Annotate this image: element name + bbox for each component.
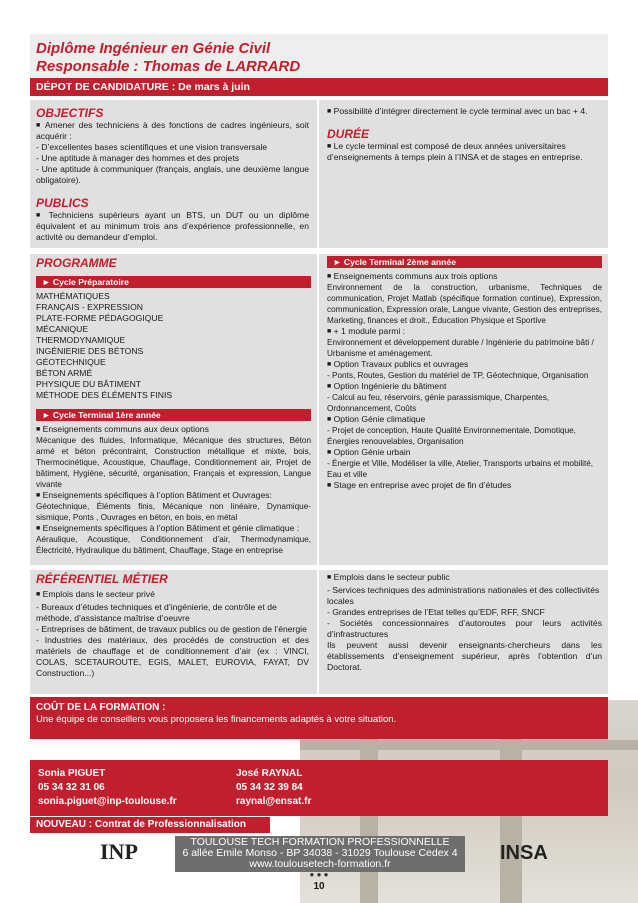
- referentiel-right: - Services techniques des administrations nationales et des collectivités locales: [327, 585, 600, 606]
- cycle-2-block: ■ Option Travaux publics et ouvrages: [327, 359, 469, 369]
- social-icons: [286, 870, 352, 880]
- cout-title: COÛT DE LA FORMATION :: [36, 702, 166, 713]
- cycle-1-block: Aéraulique, Acoustique, Conditionnement d’air, Thermodynamique, Électricité, Hydraulique du bâtiment, Chauffage, Stage en entreprise: [36, 535, 311, 555]
- referentiel-left: - Bureaux d’études techniques et d’ingénierie, de contrôle et de méthode, d’assistance maîtrise d’oeuvre: [36, 602, 277, 623]
- list-item: FRANÇAIS - EXPRESSION: [36, 302, 143, 312]
- social-icon[interactable]: ●: [309, 870, 315, 879]
- contact-name: José RAYNAL: [236, 768, 303, 779]
- cycle-2-block: ■ Option Génie climatique: [327, 414, 426, 424]
- referentiel-title: RÉFÉRENTIEL MÉTIER: [36, 572, 168, 586]
- list-item: MÉCANIQUE: [36, 324, 89, 334]
- objectifs-line: - Une aptitude à communiquer (français, anglais, une deuxième langue obligatoire).: [36, 164, 309, 185]
- nouveau-banner: NOUVEAU : Contrat de Professionnalisation: [30, 817, 270, 833]
- referentiel-right: Ils peuvent aussi devenir enseignants-chercheurs dans les établissements d’enseignement supérieur, après l’obtention d’un Doctorat.: [327, 640, 602, 672]
- list-item: MATHÉMATIQUES: [36, 291, 110, 301]
- programme-title: PROGRAMME: [36, 256, 117, 270]
- cycle-2-block: ■ Enseignements communs aux trois options: [327, 271, 498, 281]
- cycle-2-block: ■ Option Génie urbain: [327, 447, 411, 457]
- referentiel-section: [30, 570, 608, 694]
- contact-phone: 05 34 32 39 84: [236, 782, 303, 793]
- cycle-1-block: Géotechnique, Éléments finis, Mécanique non linéaire, Dynamique-sismique, Ponts , Ouvrages en béton, en bois, en métal: [36, 502, 311, 522]
- list-item: PHYSIQUE DU BÂTIMENT: [36, 379, 142, 389]
- cycle-1-label: ► Cycle Terminal 1ère année: [36, 409, 311, 421]
- org-web[interactable]: www.toulousetech-formation.fr: [249, 858, 391, 870]
- objectifs-title: OBJECTIFS: [36, 106, 104, 120]
- responsable: Responsable : Thomas de LARRARD: [36, 58, 301, 75]
- referentiel-left: - Industries des matériaux, des procédés de construction et des matériels de chauffage et de conditionnement d’air (ex : VINCI, COLAS, SCETAUROUTE, EGIS, MALET, EUROVIA, FAYAT, DV Construction...): [36, 635, 309, 678]
- social-icon[interactable]: ●: [323, 870, 329, 879]
- referentiel-right: - Grandes entreprises de l’Etat telles qu’EDF, RFF, SNCF: [327, 607, 545, 617]
- cycle-2-block: ■ + 1 module parmi :: [327, 326, 406, 336]
- objectifs-right: ■ Possibilité d’intégrer directement le cycle terminal avec un bac + 4.: [327, 106, 588, 116]
- objectifs-line: - D’excellentes bases scientifiques et une vision transversale: [36, 142, 268, 152]
- cout-section: [30, 697, 608, 739]
- cycle-2-block: Environnement de la construction, urbanisme, Techniques de communication, Projet Matlab (spécifique formation continue), Expression, communication, Expression orale, Langue vivante, Gestion des entreprises, Marketing, finances et droit., Éducation Physique et Sportive: [327, 283, 602, 325]
- cycle-2-block: ■ Option Ingénierie du bâtiment: [327, 381, 447, 391]
- duree-title: DURÉE: [327, 127, 370, 141]
- cout-text: Une équipe de conseillers vous proposera les financements adaptés à votre situation.: [36, 714, 397, 725]
- header: [30, 34, 608, 78]
- objectifs-section: [30, 100, 608, 248]
- social-icon[interactable]: ●: [316, 870, 322, 879]
- cycle-2-block: - Calcul au feu, réservoirs, génie parassismique, Charpentes, Ordonnancement, Coûts: [327, 393, 550, 413]
- cycle-2-block: ■ Stage en entreprise avec projet de fin d’études: [327, 480, 512, 490]
- cycle-1-block: ■ Enseignements communs aux deux options: [36, 424, 209, 434]
- referentiel-left: ■ Emplois dans le secteur privé: [36, 589, 155, 599]
- org-address: 6 allée Emile Monso - BP 34038 - 31029 Toulouse Cedex 4: [182, 847, 458, 859]
- contact-2: [236, 767, 311, 809]
- list-item: MÉTHODE DES ÉLÉMENTS FINIS: [36, 390, 173, 400]
- publics-title: PUBLICS: [36, 196, 89, 210]
- publics-text: ■ Techniciens supérieurs ayant un BTS, un DUT ou un diplôme équivalent et au minimum trois ans d’expérience professionnelle, en activité ou demandeur d’emploi.: [36, 210, 309, 242]
- contact-phone: 05 34 32 31 06: [38, 782, 105, 793]
- contact-email[interactable]: raynal@ensat.fr: [236, 796, 312, 807]
- contact-1: [38, 767, 177, 809]
- page-title: Diplôme Ingénieur en Génie Civil: [36, 40, 271, 57]
- programme-section: [30, 254, 608, 565]
- inp-logo: INP: [100, 839, 138, 864]
- objectifs-line: - Une aptitude à manager des hommes et des projets: [36, 153, 240, 163]
- duree-text: ■ Le cycle terminal est composé de deux années universitaires d’enseignements à temps plein à l’INSA et de stages en entreprise.: [327, 141, 583, 162]
- cycle-2-block: - Projet de conception, Haute Qualité Environnementale, Domotique, Énergies renouvelables, Organisation: [327, 426, 576, 446]
- depot-bar: DÉPOT DE CANDIDATURE : De mars à juin: [30, 78, 608, 96]
- cycle-prep-list: [36, 291, 311, 401]
- list-item: PLATE-FORME PÉDAGOGIQUE: [36, 313, 164, 323]
- cycle-1-block: Mécanique des fluides, Informatique, Mécanique des structures, Béton armé et béton précontraint, Construction métallique et mixte, bois, Thermocinétique, Acoustique, Chauffage, Conditionnement air, Projet de bâtiment, Hygiène, sécurité, organisation, Français et expression, Langue vivante: [36, 436, 311, 489]
- cycle-1-block: ■ Enseignements spécifiques à l’option Bâtiment et génie climatique :: [36, 523, 300, 533]
- cycle-2-block: - Énergie et Ville, Modéliser la ville, Atelier, Transports urbains et mobilité, Eau et ville: [327, 459, 594, 479]
- page-number: 10: [313, 881, 325, 892]
- list-item: BÉTON ARMÉ: [36, 368, 93, 378]
- referentiel-right: - Sociétés concessionnaires d’autoroutes pour leurs activités d’infrastructures: [327, 618, 602, 639]
- contact-name: Sonia PIGUET: [38, 768, 106, 779]
- document-page: [30, 34, 608, 754]
- org-name: TOULOUSE TECH FORMATION PROFESSIONNELLE: [190, 836, 450, 848]
- cycle-prep-label: ► Cycle Préparatoire: [36, 276, 311, 288]
- insa-logo: INSA: [500, 842, 548, 864]
- cycle-2-block: - Ponts, Routes, Gestion du matériel de TP, Géotechnique, Organisation: [327, 371, 589, 380]
- referentiel-right: ■ Emplois dans le secteur public: [327, 572, 450, 582]
- contact-email[interactable]: sonia.piguet@inp-toulouse.fr: [38, 796, 177, 807]
- list-item: GÉOTECHNIQUE: [36, 357, 106, 367]
- referentiel-left: - Entreprises de bâtiment, de travaux publics ou de gestion de l’énergie: [36, 624, 307, 634]
- list-item: INGÉNIERIE DES BÉTONS: [36, 346, 144, 356]
- cycle-2-label: ► Cycle Terminal 2ème année: [327, 256, 602, 268]
- list-item: THERMODYNAMIQUE: [36, 335, 126, 345]
- cycle-1-block: ■ Enseignements spécifiques à l’option Bâtiment et Ouvrages:: [36, 490, 272, 500]
- cycle-2-block: Environnement et développement durable / Ingénierie du patrimoine bâti / Urbanisme et aménagement.: [327, 338, 594, 358]
- objectifs-line: ■ Amener des techniciens à des fonctions de cadres ingénieurs, soit acquérir :: [36, 120, 309, 141]
